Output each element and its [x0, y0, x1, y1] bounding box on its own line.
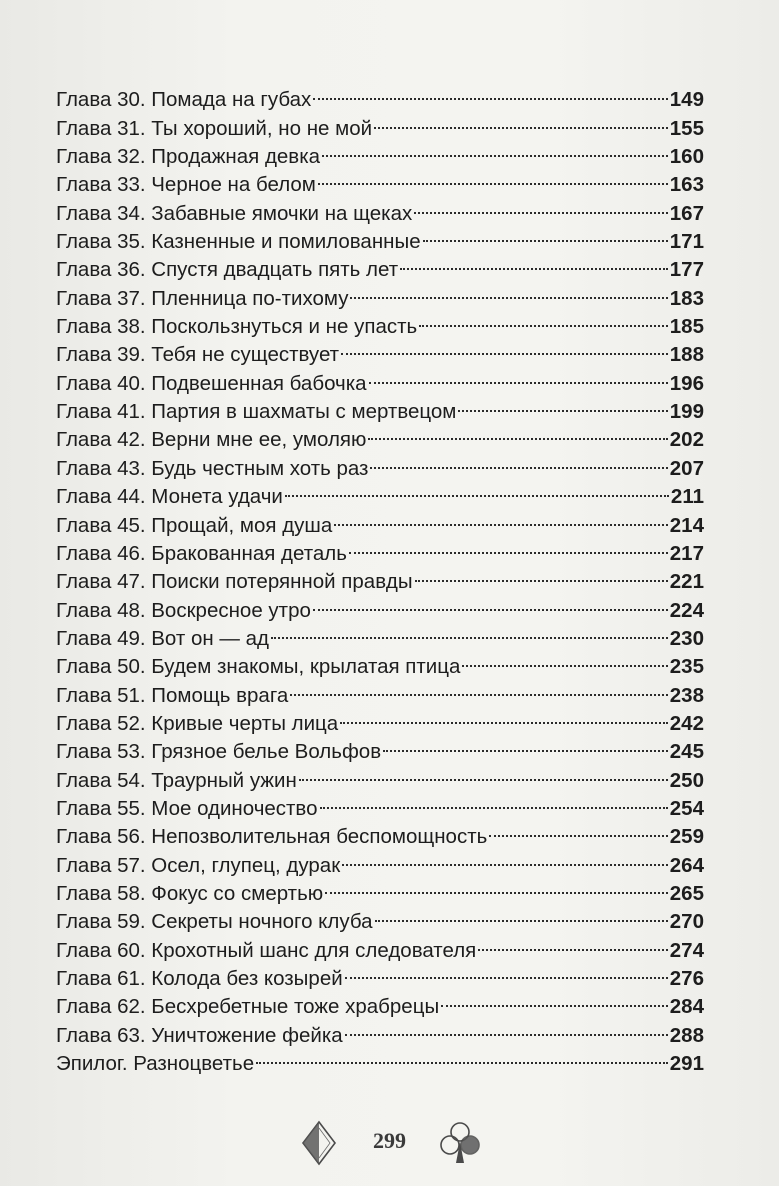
toc-entry-title: Глава 43. Будь честным хоть раз — [56, 456, 369, 480]
toc-dot-leader — [414, 191, 668, 219]
toc-dot-leader — [325, 872, 668, 900]
toc-dot-leader — [322, 135, 668, 163]
toc-entry-page: 288 — [669, 1023, 704, 1047]
toc-dot-leader — [340, 702, 668, 730]
toc-entry-page: 199 — [669, 400, 704, 424]
toc-dot-leader — [349, 532, 668, 560]
toc-dot-leader — [341, 333, 668, 361]
toc-dot-leader — [299, 758, 668, 786]
toc-dot-leader — [489, 815, 668, 843]
toc-entry-page: 291 — [669, 1052, 704, 1076]
toc-dot-leader — [478, 928, 668, 956]
table-of-contents — [56, 78, 704, 1076]
toc-entry-title: Глава 46. Бракованная деталь — [56, 541, 347, 565]
toc-entry-page: 264 — [669, 853, 704, 877]
toc-dot-leader — [415, 560, 668, 588]
toc-entry-page: 245 — [669, 740, 704, 764]
toc-entry-title: Глава 30. Помада на губах — [56, 88, 312, 112]
toc-entry-page: 265 — [669, 881, 704, 905]
toc-entry-title: Глава 55. Мое одиночество — [56, 796, 318, 820]
toc-dot-leader — [375, 900, 668, 928]
toc-entry-page: 230 — [669, 626, 704, 650]
toc-dot-leader — [320, 787, 668, 815]
toc-dot-leader — [313, 588, 668, 616]
toc-dot-leader — [345, 957, 668, 985]
toc-entry-page: 177 — [669, 258, 704, 282]
toc-dot-leader — [345, 1013, 668, 1041]
toc-dot-leader — [342, 843, 668, 871]
toc-dot-leader — [368, 418, 667, 446]
toc-dot-leader — [318, 163, 668, 191]
toc-entry-title: Глава 49. Вот он — ад — [56, 626, 269, 650]
club-ornament-icon — [440, 1120, 480, 1166]
toc-entry-title: Глава 52. Кривые черты лица — [56, 711, 339, 735]
toc-entry-title: Глава 58. Фокус со смертью — [56, 881, 324, 905]
toc-entry-page: 171 — [669, 230, 704, 254]
toc-entry-page: 160 — [669, 145, 704, 169]
toc-entry-title: Глава 61. Колода без козырей — [56, 967, 343, 990]
toc-entry-page: 185 — [669, 315, 704, 339]
toc-entry-page: 183 — [669, 286, 704, 310]
toc-dot-leader — [370, 446, 667, 474]
toc-entry-title: Глава 50. Будем знакомы, крылатая птица — [56, 655, 461, 679]
toc-entry-page: 276 — [669, 967, 704, 990]
toc-dot-leader — [458, 390, 667, 418]
toc-entry-page: 207 — [669, 456, 704, 480]
toc-entry-page: 155 — [669, 116, 704, 140]
toc-entry-title: Глава 62. Бесхребетные тоже храбрецы — [56, 995, 440, 1019]
toc-entry-title: Глава 40. Подвешенная бабочка — [56, 371, 367, 395]
toc-entry-title: Глава 53. Грязное белье Вольфов — [56, 740, 382, 764]
toc-entry-page: 214 — [669, 513, 704, 537]
toc-entry-title: Глава 32. Продажная девка — [56, 145, 321, 169]
toc-entry-title: Глава 56. Непозволительная беспомощность — [56, 825, 488, 849]
toc-entry-title: Глава 59. Секреты ночного клуба — [56, 910, 373, 934]
toc-entry-title: Глава 51. Помощь врага — [56, 683, 289, 707]
toc-dot-leader — [334, 503, 668, 531]
toc-entry-page: 270 — [669, 910, 704, 934]
toc-entry-page: 163 — [669, 173, 704, 197]
toc-dot-leader — [423, 220, 668, 248]
toc-entry-title: Глава 34. Забавные ямочки на щеках — [56, 201, 413, 225]
toc-dot-leader — [290, 673, 668, 701]
toc-dot-leader — [256, 1042, 668, 1070]
toc-entry-title: Глава 45. Прощай, моя душа — [56, 513, 333, 537]
toc-entry-page: 254 — [669, 796, 704, 820]
toc-dot-leader — [419, 305, 668, 333]
toc-dot-leader — [350, 276, 667, 304]
toc-dot-leader — [285, 475, 669, 503]
toc-entry-page: 217 — [669, 541, 704, 565]
toc-entry-page: 224 — [669, 598, 704, 622]
toc-entry-page: 238 — [669, 683, 704, 707]
toc-entry-title: Глава 38. Поскользнуться и не упасть — [56, 315, 418, 339]
toc-entry-page: 274 — [669, 938, 704, 962]
toc-dot-leader — [313, 78, 668, 106]
toc-entry-page: 211 — [670, 485, 704, 509]
toc-entry-title: Глава 35. Казненные и помилованные — [56, 230, 421, 254]
toc-entry-title: Глава 48. Воскресное утро — [56, 598, 311, 622]
toc-dot-leader — [369, 361, 668, 389]
toc-dot-leader — [374, 106, 668, 134]
toc-entry-title: Глава 36. Спустя двадцать пять лет — [56, 258, 399, 282]
toc-dot-leader — [462, 645, 667, 673]
toc-entry-title: Эпилог. Разноцветье — [56, 1052, 255, 1076]
toc-dot-leader — [441, 985, 668, 1013]
toc-dot-leader — [400, 248, 668, 276]
toc-entry-title: Глава 60. Крохотный шанс для следователя — [56, 938, 477, 962]
toc-entry-page: 188 — [669, 343, 704, 367]
toc-dot-leader — [383, 730, 668, 758]
toc-entry-page: 250 — [669, 768, 704, 792]
toc-entry-page: 235 — [669, 655, 704, 679]
toc-entry-page: 284 — [669, 995, 704, 1019]
toc-entry-title: Глава 33. Черное на белом — [56, 173, 316, 197]
toc-entry-title: Глава 57. Осел, глупец, дурак — [56, 853, 341, 877]
toc-entry-title: Глава 44. Монета удачи — [56, 485, 283, 509]
page-footer — [0, 1118, 779, 1168]
toc-entry-title: Глава 63. Уничтожение фейка — [56, 1023, 343, 1047]
toc-entry-page: 149 — [669, 88, 704, 112]
toc-entry-page: 242 — [669, 711, 704, 735]
toc-entry-title: Глава 37. Пленница по-тихому — [56, 286, 349, 310]
toc-entry-page: 221 — [669, 570, 704, 594]
toc-entry-title: Глава 42. Верни мне ее, умоляю — [56, 428, 367, 452]
toc-entry-title: Глава 41. Партия в шахматы с мертвецом — [56, 400, 457, 424]
toc-entry-title: Глава 54. Траурный ужин — [56, 768, 297, 792]
page-number: 299 — [373, 1128, 406, 1153]
toc-entry-title: Глава 39. Тебя не существует — [56, 343, 340, 367]
toc-entry-page: 167 — [669, 201, 704, 225]
toc-entry-page: 259 — [669, 825, 704, 849]
toc-entry-title: Глава 47. Поиски потерянной правды — [56, 570, 413, 594]
toc-entry-page: 202 — [669, 428, 704, 452]
toc-entry — [56, 78, 704, 112]
toc-entry-page: 196 — [669, 371, 704, 395]
toc-entry-title: Глава 31. Ты хороший, но не мой — [56, 116, 373, 140]
toc-dot-leader — [271, 617, 668, 645]
